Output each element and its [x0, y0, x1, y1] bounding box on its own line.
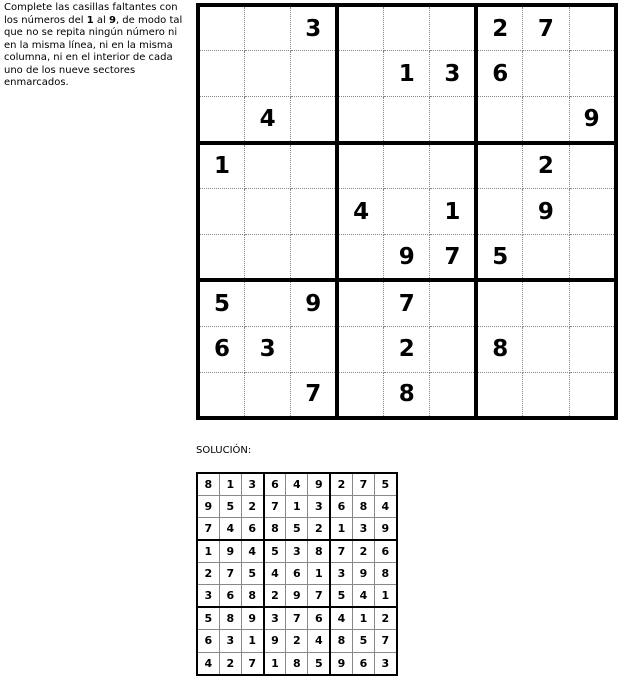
instructions-part-3: , de modo tal que no se repita ningún número ni en la misma línea, ni en la misma columna, ni en el interior de cada uno de los nueve sectores enmarcados.	[4, 14, 183, 88]
solution-cell: 1	[264, 652, 286, 674]
puzzle-cell[interactable]	[337, 143, 383, 189]
solution-cell: 5	[264, 540, 286, 562]
puzzle-cell[interactable]	[244, 189, 290, 235]
solution-cell: 4	[352, 585, 374, 607]
puzzle-cell[interactable]	[244, 234, 290, 280]
puzzle-cell[interactable]	[476, 143, 522, 189]
solution-cell: 4	[330, 607, 352, 629]
solution-cell: 8	[197, 473, 219, 495]
solution-cell: 8	[375, 563, 397, 585]
puzzle-cell[interactable]: 2	[476, 5, 522, 51]
puzzle-cell[interactable]: 4	[337, 189, 383, 235]
solution-cell: 2	[197, 563, 219, 585]
solution-cell: 5	[219, 495, 241, 517]
puzzle-cell[interactable]: 2	[523, 143, 569, 189]
puzzle-cell[interactable]	[569, 5, 615, 51]
solution-label: SOLUCIÓN:	[196, 445, 252, 456]
solution-cell: 6	[286, 563, 308, 585]
solution-cell: 5	[286, 518, 308, 540]
puzzle-cell[interactable]: 1	[384, 51, 430, 97]
solution-cell: 4	[264, 563, 286, 585]
puzzle-cell[interactable]	[569, 326, 615, 372]
puzzle-cell[interactable]	[198, 51, 244, 97]
solution-cell: 3	[241, 473, 263, 495]
solution-cell: 1	[330, 518, 352, 540]
puzzle-cell[interactable]: 9	[384, 234, 430, 280]
puzzle-cell[interactable]	[430, 372, 476, 418]
solution-cell: 3	[286, 540, 308, 562]
puzzle-cell[interactable]	[198, 5, 244, 51]
puzzle-cell[interactable]	[244, 280, 290, 326]
puzzle-cell[interactable]	[569, 143, 615, 189]
puzzle-cell[interactable]: 3	[244, 326, 290, 372]
sudoku-solution-grid	[196, 472, 398, 676]
solution-cell: 6	[264, 473, 286, 495]
solution-cell: 4	[308, 630, 330, 652]
solution-cell: 4	[375, 495, 397, 517]
puzzle-cell[interactable]	[337, 97, 383, 143]
solution-cell: 7	[197, 518, 219, 540]
solution-cell: 2	[330, 473, 352, 495]
puzzle-cell[interactable]: 1	[198, 143, 244, 189]
puzzle-cell[interactable]	[476, 97, 522, 143]
puzzle-cell[interactable]: 3	[430, 51, 476, 97]
solution-cell: 6	[197, 630, 219, 652]
solution-row	[197, 607, 397, 629]
puzzle-cell[interactable]	[430, 97, 476, 143]
solution-cell: 6	[219, 585, 241, 607]
solution-cell: 8	[286, 652, 308, 674]
puzzle-cell[interactable]	[476, 189, 522, 235]
solution-row	[197, 563, 397, 585]
instructions-text	[4, 2, 190, 90]
solution-cell: 8	[308, 540, 330, 562]
solution-row	[197, 473, 397, 495]
solution-cell: 7	[375, 630, 397, 652]
instructions-part-1: Complete las casillas faltantes con los números del	[4, 2, 178, 26]
puzzle-cell[interactable]: 6	[198, 326, 244, 372]
puzzle-cell[interactable]	[430, 326, 476, 372]
puzzle-cell[interactable]	[523, 372, 569, 418]
solution-cell: 4	[197, 652, 219, 674]
solution-cell: 9	[375, 518, 397, 540]
puzzle-cell[interactable]: 4	[244, 97, 290, 143]
solution-cell: 2	[241, 495, 263, 517]
solution-cell: 1	[286, 495, 308, 517]
instructions-range-end: 9	[108, 14, 116, 26]
solution-cell: 8	[241, 585, 263, 607]
puzzle-cell[interactable]	[337, 5, 383, 51]
puzzle-cell[interactable]	[198, 372, 244, 418]
solution-cell: 8	[330, 630, 352, 652]
solution-cell: 5	[241, 563, 263, 585]
solution-cell: 8	[352, 495, 374, 517]
puzzle-cell[interactable]	[337, 372, 383, 418]
solution-cell: 1	[219, 473, 241, 495]
solution-cell: 3	[264, 607, 286, 629]
solution-cell: 1	[375, 585, 397, 607]
puzzle-cell[interactable]	[244, 372, 290, 418]
solution-cell: 6	[352, 652, 374, 674]
solution-cell: 5	[308, 652, 330, 674]
puzzle-cell[interactable]: 7	[384, 280, 430, 326]
puzzle-cell[interactable]: 9	[291, 280, 337, 326]
solution-cell: 2	[219, 652, 241, 674]
puzzle-cell[interactable]	[384, 143, 430, 189]
puzzle-cell[interactable]	[569, 372, 615, 418]
solution-cell: 7	[219, 563, 241, 585]
solution-cell: 5	[375, 473, 397, 495]
solution-cell: 3	[330, 563, 352, 585]
puzzle-cell[interactable]	[291, 97, 337, 143]
puzzle-cell[interactable]	[384, 189, 430, 235]
puzzle-cell[interactable]	[384, 97, 430, 143]
puzzle-cell[interactable]: 5	[476, 234, 522, 280]
puzzle-cell[interactable]	[198, 97, 244, 143]
puzzle-cell[interactable]: 6	[476, 51, 522, 97]
puzzle-cell[interactable]	[244, 143, 290, 189]
solution-cell: 6	[241, 518, 263, 540]
puzzle-cell[interactable]	[523, 97, 569, 143]
puzzle-row	[198, 97, 616, 143]
solution-cell: 3	[197, 585, 219, 607]
puzzle-cell[interactable]	[523, 326, 569, 372]
instructions-part-2: al	[93, 14, 109, 26]
solution-row	[197, 540, 397, 562]
solution-cell: 3	[219, 630, 241, 652]
solution-cell: 4	[286, 473, 308, 495]
solution-cell: 9	[264, 630, 286, 652]
solution-row	[197, 585, 397, 607]
puzzle-cell[interactable]: 7	[523, 5, 569, 51]
puzzle-row	[198, 234, 616, 280]
puzzle-cell[interactable]	[337, 280, 383, 326]
puzzle-cell[interactable]	[291, 143, 337, 189]
puzzle-cell[interactable]	[476, 280, 522, 326]
solution-cell: 9	[308, 473, 330, 495]
solution-cell: 1	[308, 563, 330, 585]
puzzle-cell[interactable]	[569, 51, 615, 97]
puzzle-cell[interactable]	[523, 234, 569, 280]
sudoku-puzzle-grid	[196, 3, 618, 420]
solution-cell: 8	[219, 607, 241, 629]
solution-cell: 5	[197, 607, 219, 629]
solution-cell: 5	[330, 585, 352, 607]
instructions-range-start: 1	[86, 14, 94, 26]
solution-cell: 9	[241, 607, 263, 629]
solution-cell: 4	[241, 540, 263, 562]
puzzle-cell[interactable]: 7	[291, 372, 337, 418]
puzzle-row	[198, 372, 616, 418]
solution-cell: 7	[241, 652, 263, 674]
puzzle-cell[interactable]: 3	[291, 5, 337, 51]
solution-row	[197, 630, 397, 652]
solution-row	[197, 652, 397, 674]
puzzle-cell[interactable]	[430, 280, 476, 326]
solution-cell: 2	[264, 585, 286, 607]
puzzle-cell[interactable]	[337, 234, 383, 280]
solution-cell: 3	[352, 518, 374, 540]
solution-cell: 2	[286, 630, 308, 652]
solution-cell: 6	[330, 495, 352, 517]
puzzle-row	[198, 189, 616, 235]
solution-cell: 9	[330, 652, 352, 674]
solution-cell: 3	[375, 652, 397, 674]
puzzle-cell[interactable]	[476, 372, 522, 418]
solution-cell: 1	[197, 540, 219, 562]
puzzle-cell[interactable]: 1	[430, 189, 476, 235]
puzzle-cell[interactable]	[430, 143, 476, 189]
solution-cell: 1	[241, 630, 263, 652]
solution-cell: 8	[264, 518, 286, 540]
puzzle-cell[interactable]	[244, 51, 290, 97]
puzzle-cell[interactable]	[198, 189, 244, 235]
solution-cell: 2	[375, 607, 397, 629]
puzzle-cell[interactable]: 9	[569, 97, 615, 143]
puzzle-cell[interactable]: 7	[430, 234, 476, 280]
puzzle-cell[interactable]: 8	[384, 372, 430, 418]
puzzle-row	[198, 280, 616, 326]
puzzle-cell[interactable]	[569, 234, 615, 280]
solution-cell: 2	[352, 540, 374, 562]
puzzle-row	[198, 5, 616, 51]
puzzle-cell[interactable]	[291, 51, 337, 97]
puzzle-cell[interactable]	[291, 326, 337, 372]
solution-cell: 2	[308, 518, 330, 540]
puzzle-cell[interactable]	[523, 51, 569, 97]
solution-cell: 9	[286, 585, 308, 607]
solution-cell: 7	[330, 540, 352, 562]
solution-cell: 6	[308, 607, 330, 629]
solution-cell: 7	[352, 473, 374, 495]
puzzle-cell[interactable]	[569, 189, 615, 235]
puzzle-cell[interactable]	[291, 234, 337, 280]
solution-cell: 9	[197, 495, 219, 517]
puzzle-cell[interactable]	[291, 189, 337, 235]
puzzle-cell[interactable]	[244, 5, 290, 51]
puzzle-row	[198, 326, 616, 372]
puzzle-cell[interactable]	[337, 326, 383, 372]
solution-cell: 3	[308, 495, 330, 517]
puzzle-row	[198, 143, 616, 189]
puzzle-row	[198, 51, 616, 97]
solution-row	[197, 518, 397, 540]
solution-row	[197, 495, 397, 517]
puzzle-cell[interactable]	[430, 5, 476, 51]
puzzle-cell[interactable]	[384, 5, 430, 51]
solution-cell: 9	[219, 540, 241, 562]
solution-cell: 7	[264, 495, 286, 517]
puzzle-cell[interactable]: 2	[384, 326, 430, 372]
solution-cell: 9	[352, 563, 374, 585]
puzzle-cell[interactable]	[198, 234, 244, 280]
puzzle-cell[interactable]	[523, 280, 569, 326]
puzzle-cell[interactable]	[337, 51, 383, 97]
solution-cell: 4	[219, 518, 241, 540]
puzzle-cell[interactable]: 9	[523, 189, 569, 235]
solution-cell: 1	[352, 607, 374, 629]
solution-cell: 7	[286, 607, 308, 629]
solution-cell: 5	[352, 630, 374, 652]
puzzle-cell[interactable]: 8	[476, 326, 522, 372]
puzzle-cell[interactable]: 5	[198, 280, 244, 326]
solution-cell: 7	[308, 585, 330, 607]
solution-cell: 6	[375, 540, 397, 562]
puzzle-cell[interactable]	[569, 280, 615, 326]
